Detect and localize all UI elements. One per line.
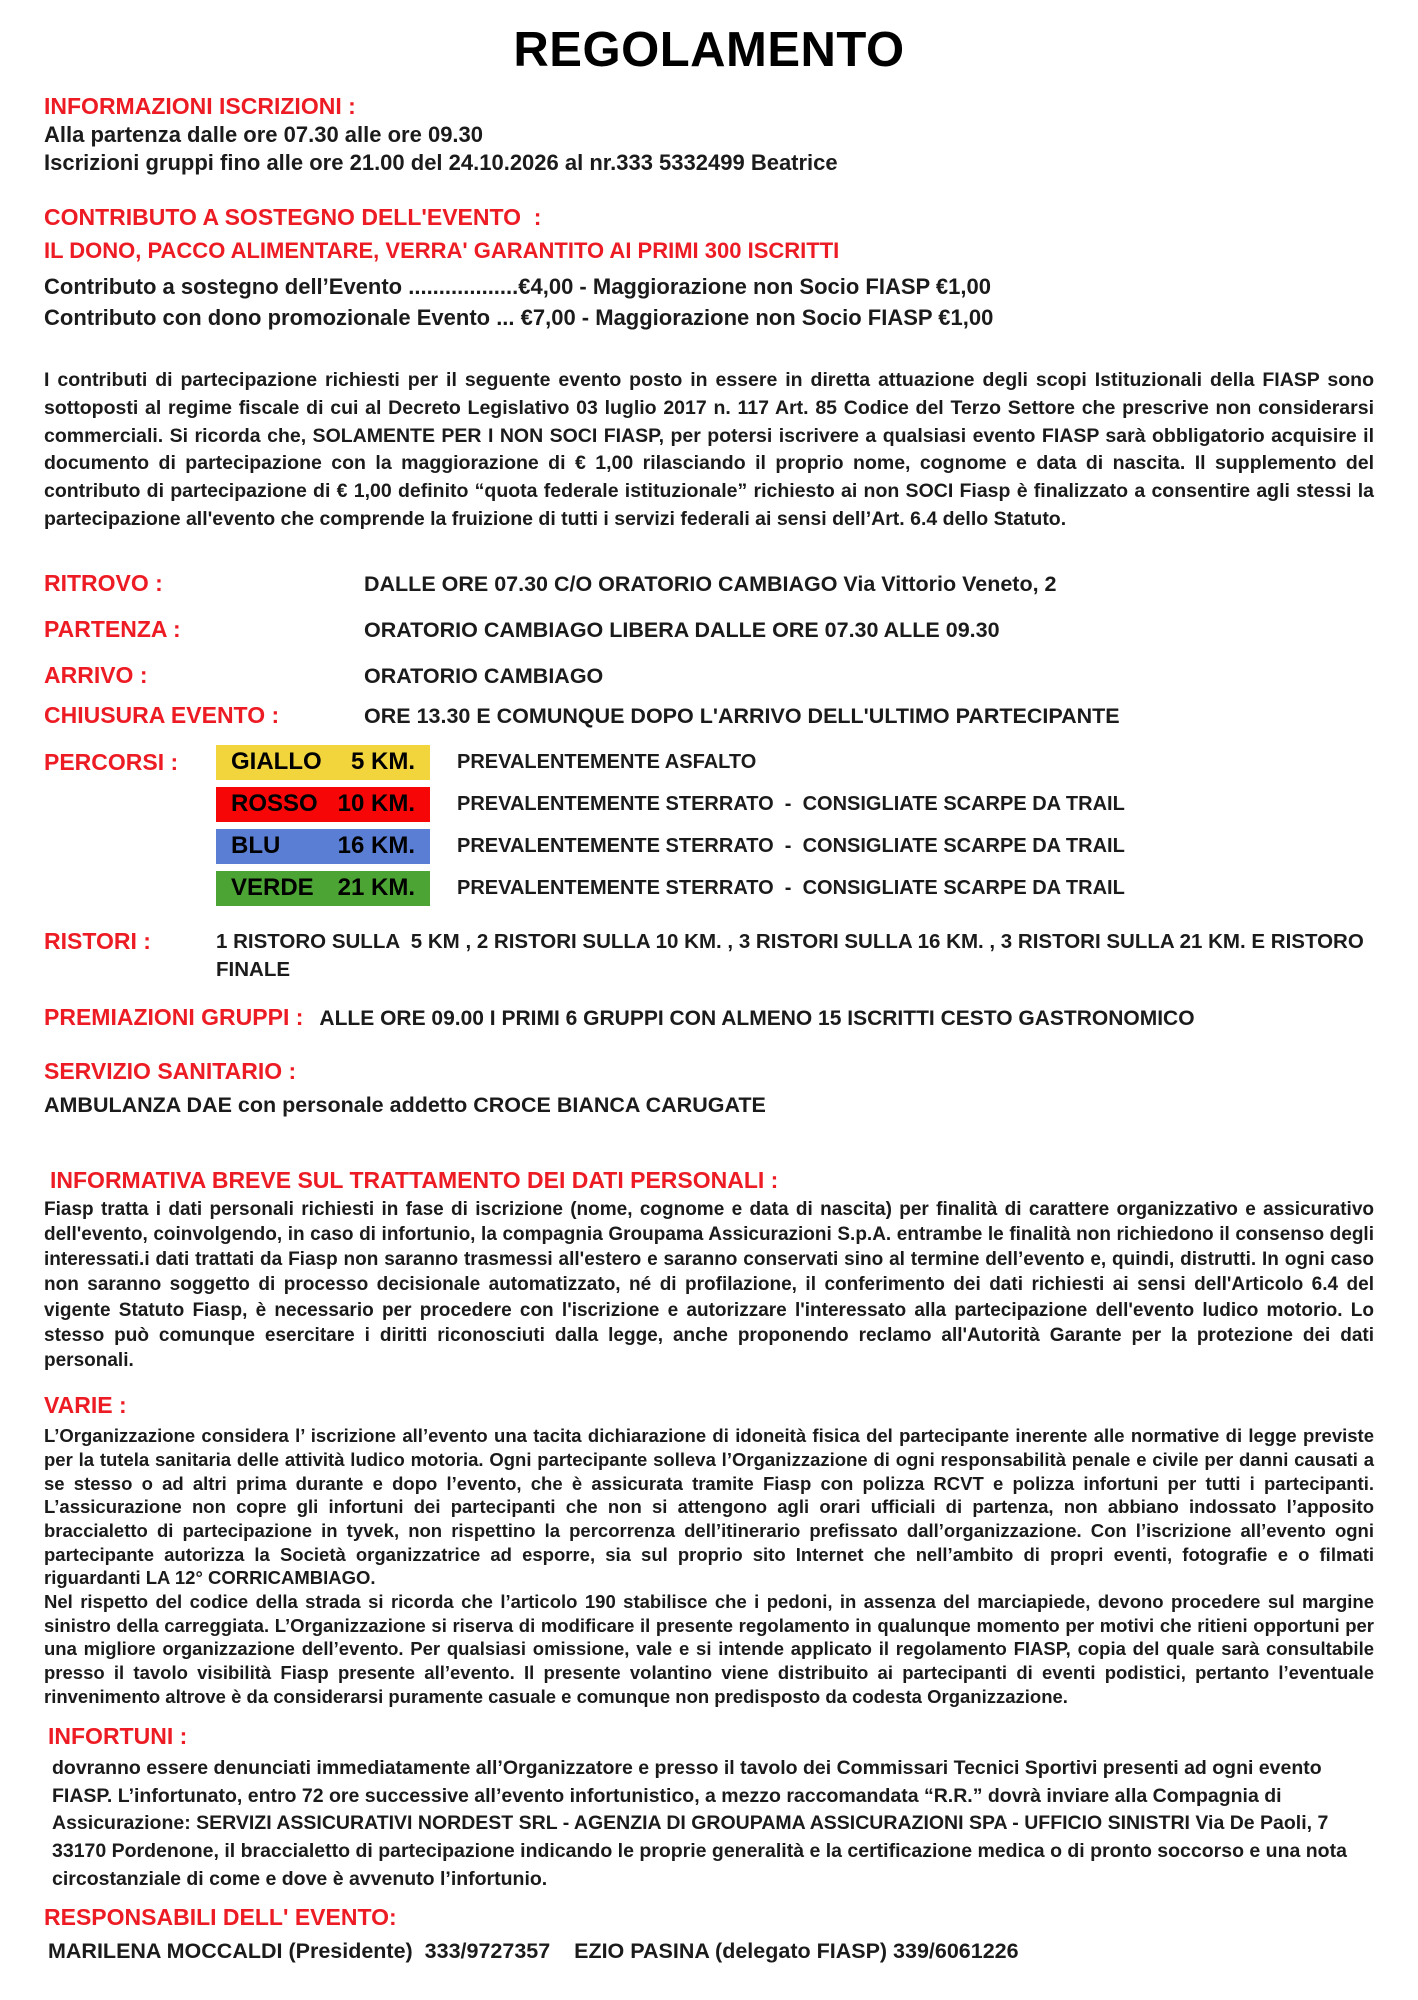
route-verde-name: VERDE	[231, 874, 314, 902]
percorsi-table	[44, 745, 1374, 906]
percorsi-label: PERCORSI :	[44, 748, 179, 775]
section-varie	[44, 1391, 1374, 1708]
contributo-line-dono: Contributo con dono promozionale Evento ... €7,00 - Maggiorazione non Socio FIASP €1,00	[44, 304, 994, 330]
logistics-row-partenza	[44, 616, 1374, 643]
section-servizio-sanitario	[44, 1057, 1374, 1118]
route-rosso-description: PREVALENTEMENTE STERRATO - CONSIGLIATE SCARPE DA TRAIL	[457, 792, 1125, 815]
sanitario-heading: SERVIZIO SANITARIO :	[44, 1058, 297, 1085]
informativa-body: Fiasp tratta i dati personali richiesti in fase di iscrizione (nome, cognome e data di nascita) per finalità di carattere organizzativo e assicurativo dell'evento, coinvolgendo, in caso di infortunio, la compagnia Groupama Assicurazioni S.p.A. entrambe le finalità non richiedono il consenso degli interessati.i dati trattati da Fiasp non saranno trasmessi all'estero e saranno conservati sino al termine dell’evento e, quindi, distrutti. In ogni caso non saranno soggetto di processo decisionale automatizzato, né di profilazione, il conferimento dei dati richiesti ai sensi dell'Articolo 6.4 del vigente Statuto Fiasp, è necessario per procedere con l'iscrizione e autorizzare l'interessato alla partecipazione dell'evento ludico motorio. Lo stesso può comunque esercitare i diritti riconosciuti dalla legge, anche proponendo reclamo all'Autorità Garante per la protezione dei dati personali.	[44, 1198, 1374, 1372]
section-ristori	[44, 928, 1374, 985]
varie-paragraph-1: L’Organizzazione considera l’ iscrizione all’evento una tacita dichiarazione di idoneità fisica del partecipante inerente alle normative di legge previste per la tutela sanitaria delle attività ludico motoria. Ogni partecipante solleva l’Organizzazione di ogni responsabilità penale e civile per danni causati a se stesso o ad altri prima durante e dopo l’evento, che è assicurata tramite Fiasp con polizza RCVT e polizza infortuni per tutti i partecipanti. L’assicurazione non copre gli infortuni dei partecipanti che non si attengono agli orari ufficiali di partenza, non abbiano indossato l’apposito braccialetto di partecipazione in tyvek, non rispettino la percorrenza dell’itinerario prefissato dall’organizzazione. Con l’iscrizione all’evento ogni partecipante autorizza la Società organizzatrice ad esporre, sia sul proprio sito Internet che nell’ambito di propri eventi, fotografie e o filmati riguardanti LA 12° CORRICAMBIAGO.	[44, 1425, 1374, 1589]
chiusura-value: ORE 13.30 E COMUNQUE DOPO L'ARRIVO DELL'ULTIMO PARTECIPANTE	[364, 703, 1120, 728]
route-box-giallo	[216, 745, 430, 780]
infortuni-body: dovranno essere denunciati immediatamente all’Organizzatore e presso il tavolo dei Commissari Tecnici Sportivi presenti ad ogni evento FIASP. L’infortunato, entro 72 ore successive all’evento infortunistico, a mezzo raccomandata “R.R.” dovrà inviare alla Compagnia di Assicurazione: SERVIZI ASSICURATIVI NORDEST SRL - AGENZIA DI GROUPAMA ASSICURAZIONI SPA - UFFICIO SINISTRI Via De Paoli, 7 33170 Pordenone, il braccialetto di partecipazione indicando le proprie generalità e la certificazione medica o di pronto soccorso e una nota circostanziale di come e dove è avvenuto l’infortunio.	[52, 1757, 1347, 1890]
chiusura-label: CHIUSURA EVENTO :	[44, 701, 280, 728]
infortuni-heading: INFORTUNI :	[48, 1723, 188, 1750]
section-premiazioni	[44, 1004, 1374, 1031]
route-blu-description: PREVALENTEMENTE STERRATO - CONSIGLIATE SCARPE DA TRAIL	[457, 834, 1125, 857]
section-informativa-privacy	[44, 1166, 1374, 1374]
route-box-verde	[216, 871, 430, 906]
route-giallo-description: PREVALENTEMENTE ASFALTO	[457, 750, 757, 773]
route-blu-km: 16 KM.	[337, 832, 415, 860]
route-rosso-km: 10 KM.	[337, 790, 415, 818]
varie-heading: VARIE :	[44, 1392, 127, 1419]
logistics-row-chiusura	[44, 702, 1374, 729]
premiazioni-label: PREMIAZIONI GRUPPI :	[44, 1004, 304, 1031]
page-title: REGOLAMENTO	[513, 23, 905, 77]
section-infortuni	[44, 1722, 1374, 1893]
logistics-row-arrivo	[44, 662, 1374, 689]
iscrizioni-line-orari: Alla partenza dalle ore 07.30 alle ore 09.30	[44, 121, 484, 147]
ristori-text: 1 RISTORO SULLA 5 KM , 2 RISTORI SULLA 10 KM. , 3 RISTORI SULLA 16 KM. , 3 RISTORI SULLA 21 KM. E RISTORO FINALE	[216, 929, 1370, 981]
contributo-heading: CONTRIBUTO A SOSTEGNO DELL'EVENTO :	[44, 204, 542, 231]
partenza-value: ORATORIO CAMBIAGO LIBERA DALLE ORE 07.30 ALLE 09.30	[364, 617, 1000, 642]
route-giallo-km: 5 KM.	[350, 748, 415, 776]
contributo-line-base: Contributo a sostegno dell’Evento ..................€4,00 - Maggiorazione non Socio FIASP €1,00	[44, 273, 991, 299]
contributo-highlight: IL DONO, PACCO ALIMENTARE, VERRA' GARANTITO AI PRIMI 300 ISCRITTI	[44, 237, 840, 263]
iscrizioni-line-gruppi: Iscrizioni gruppi fino alle ore 21.00 del 24.10.2026 al nr.333 5332499 Beatrice	[44, 149, 838, 175]
partenza-label: PARTENZA :	[44, 615, 181, 642]
logistics-row-ritrovo	[44, 570, 1374, 597]
ristori-label: RISTORI :	[44, 927, 151, 954]
route-box-rosso	[216, 787, 430, 822]
route-verde-description: PREVALENTEMENTE STERRATO - CONSIGLIATE SCARPE DA TRAIL	[457, 876, 1125, 899]
fiscal-note-paragraph: I contributi di partecipazione richiesti per il seguente evento posto in essere in diretta attuazione degli scopi Istituzionali della FIASP sono sottoposti al regime fiscale di cui al Decreto Legislativo 03 luglio 2017 n. 117 Art. 85 Codice del Terzo Settore che prescrive non considerarsi commerciali. Si ricorda che, SOLAMENTE PER I NON SOCI FIASP, per potersi iscrivere a qualsiasi evento FIASP sarà obbligatorio acquisire il documento di partecipazione con la maggiorazione di € 1,00 rilasciando il proprio nome, cognome e data di nascita. Il supplemento del contributo di partecipazione di € 1,00 definito “quota federale istituzionale” richiesto ai non SOCI Fiasp è finalizzato a consentire agli stessi la partecipazione all'evento che comprende la fruizione di tutti i servizi federali ai sensi dell’Art. 6.4 dello Statuto.	[44, 369, 1374, 530]
informativa-heading: INFORMATIVA BREVE SUL TRATTAMENTO DEI DATI PERSONALI :	[50, 1166, 779, 1193]
route-rosso-name: ROSSO	[231, 790, 318, 818]
responsabili-heading: RESPONSABILI DELL' EVENTO:	[44, 1904, 397, 1931]
iscrizioni-heading: INFORMAZIONI ISCRIZIONI :	[44, 93, 356, 119]
sanitario-text: AMBULANZA DAE con personale addetto CROCE BIANCA CARUGATE	[44, 1092, 766, 1117]
route-verde-km: 21 KM.	[337, 874, 415, 902]
arrivo-value: ORATORIO CAMBIAGO	[364, 663, 604, 688]
ritrovo-value: DALLE ORE 07.30 C/O ORATORIO CAMBIAGO Via Vittorio Veneto, 2	[364, 571, 1057, 596]
section-contributo	[44, 203, 1374, 333]
responsabili-text: MARILENA MOCCALDI (Presidente) 333/9727357 EZIO PASINA (delegato FIASP) 339/6061226	[48, 1939, 1019, 1964]
route-box-blu	[216, 829, 430, 864]
route-blu-name: BLU	[231, 832, 281, 860]
ritrovo-label: RITROVO :	[44, 569, 163, 596]
arrivo-label: ARRIVO :	[44, 661, 148, 688]
varie-paragraph-2: Nel rispetto del codice della strada si ricorda che l’articolo 190 stabilisce che i pedoni, in assenza del marciapiede, devono procedere sul margine sinistro della carreggiata. L’Organizzazione si riserva di modificare il presente regolamento in qualunque momento per motivi che ritieni opportuni per una migliore organizzazione dell’evento. Per qualsiasi omissione, vale e si intende applicato il regolamento FIASP, copia del quale sarà consultabile presso il tavolo visibilità Fiasp presente all’evento. Il presente volantino viene distribuito ai partecipanti di eventi podistici, pertanto l’eventuale rinvenimento altrove è da considerarsi puramente casuale e comunque non predisposto da codesta Organizzazione.	[44, 1590, 1374, 1707]
logistics-table	[44, 570, 1374, 729]
route-giallo-name: GIALLO	[231, 748, 322, 776]
section-informazioni-iscrizioni	[44, 92, 1374, 177]
section-responsabili	[44, 1903, 1374, 1964]
premiazioni-text: ALLE ORE 09.00 I PRIMI 6 GRUPPI CON ALMENO 15 ISCRITTI CESTO GASTRONOMICO	[319, 1007, 1195, 1031]
